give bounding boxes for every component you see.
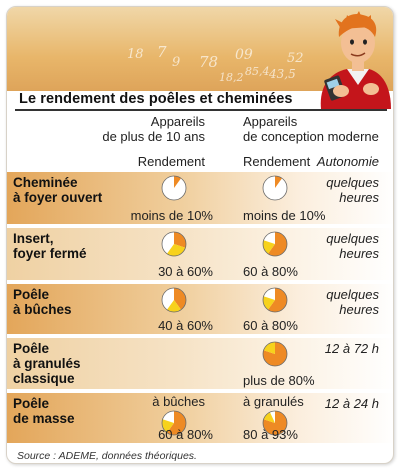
decorative-number: 85,4 [245, 65, 270, 78]
column-header-old-line: de plus de 10 ans [102, 129, 205, 144]
decorative-number: 7 [157, 43, 167, 61]
column-header-modern-line: Appareils [243, 114, 298, 129]
character-illustration [311, 7, 394, 109]
source-note: Source : ADEME, données théoriques. [17, 450, 197, 462]
rendement-value-old: 30 à 60% [158, 264, 213, 279]
column-header-modern-devices [243, 114, 379, 144]
subheader-rendement-old: Rendement [137, 154, 205, 169]
column-header-modern-line: de conception moderne [243, 129, 379, 144]
rendement-value-modern: 80 à 93% [243, 427, 298, 442]
autonomie-value: 12 à 72 h [324, 341, 379, 356]
pie-old [161, 231, 187, 257]
decorative-number: 43,5 [269, 67, 296, 81]
autonomie-value: quelques heures [326, 175, 379, 205]
rendement-value-modern: 60 à 80% [243, 264, 298, 279]
row-label: Cheminée à foyer ouvert [13, 175, 103, 205]
decorative-number: 18 [127, 47, 144, 62]
autonomie-value: 12 à 24 h [324, 396, 379, 411]
decorative-number: 52 [287, 51, 304, 66]
column-header-old-line: Appareils [150, 114, 205, 129]
rendement-value-old: 60 à 80% [158, 427, 213, 442]
decorative-number: 09 [235, 47, 253, 63]
decorative-number: 9 [172, 55, 181, 70]
subheader-rendement-modern: Rendement [243, 154, 311, 169]
row-label: Poêle à granulés classique [13, 341, 81, 386]
infographic-card [6, 6, 394, 464]
column-header-old-devices [102, 114, 205, 144]
pie-modern [262, 231, 288, 257]
decorative-number: 78 [199, 53, 219, 71]
autonomie-value: quelques heures [326, 287, 379, 317]
pie-modern [262, 175, 288, 201]
rendement-value-modern: moins de 10% [243, 208, 326, 223]
row-label: Poêle de masse [13, 396, 75, 426]
decorative-number: 18,2 [219, 71, 244, 84]
rendement-value-modern: 60 à 80% [243, 318, 298, 333]
row-label: Insert, foyer fermé [13, 231, 87, 261]
pie-old [161, 175, 187, 201]
rendement-value-modern: plus de 80% [243, 373, 315, 388]
rendement-value-old: moins de 10% [130, 208, 213, 223]
row-label: Poêle à bûches [13, 287, 72, 317]
title-divider [15, 109, 387, 111]
subheader-autonomie: Autonomie [316, 154, 379, 169]
autonomie-value: quelques heures [326, 231, 379, 261]
rendement-value-old: 40 à 60% [158, 318, 213, 333]
fuel-type-old: à bûches [152, 394, 205, 409]
pie-modern [262, 287, 288, 313]
fuel-type-modern: à granulés [243, 394, 304, 409]
pie-old [161, 287, 187, 313]
pie-modern [262, 341, 288, 367]
chart-title: Le rendement des poêles et cheminées [19, 91, 293, 107]
